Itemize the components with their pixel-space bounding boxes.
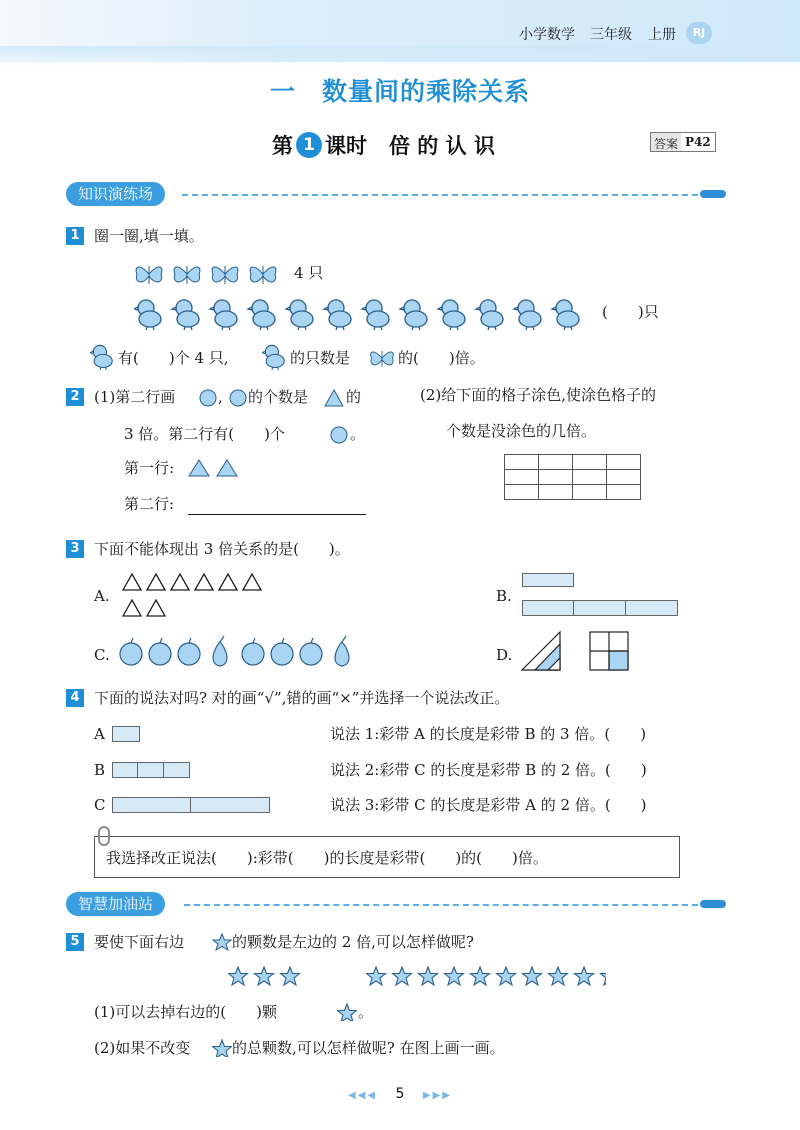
chick-count-blank[interactable]: ( )只 <box>602 303 659 321</box>
grid-cell[interactable] <box>505 455 539 470</box>
q3-option-c-label[interactable]: C. <box>94 646 110 664</box>
q5-sub1-b: 。 <box>358 1003 374 1021</box>
q3-option-b-label[interactable]: B. <box>496 587 512 605</box>
grid-cell[interactable] <box>539 455 573 470</box>
q1-prompt: 圈一圈,填一填。 <box>94 227 204 245</box>
lesson-prefix: 第 <box>272 134 293 158</box>
q5-prompt-a: 要使下面右边 <box>94 933 185 951</box>
chick-small-icon-2 <box>262 342 290 374</box>
star-icon <box>212 933 232 951</box>
q3-number: 3 <box>66 540 84 558</box>
triangle-icon <box>324 389 344 407</box>
grid-cell[interactable] <box>573 485 607 500</box>
edition-badge: RJ <box>686 22 712 44</box>
circle-icon <box>229 389 247 407</box>
ribbon-a <box>112 726 140 742</box>
coloring-grid[interactable] <box>504 454 641 500</box>
circle-icon <box>199 389 217 407</box>
paperclip-icon <box>98 826 110 846</box>
q3-option-d-label[interactable]: D. <box>496 646 513 664</box>
q3-option-a-label[interactable]: A. <box>94 587 110 605</box>
q5-prompt-b: 的颗数是左边的 2 倍,可以怎样做呢? <box>232 933 474 951</box>
chick-row <box>134 296 594 330</box>
q2-part1-period: 。 <box>350 425 366 443</box>
q5-sub1-a[interactable]: (1)可以去掉右边的( )颗 <box>94 1003 277 1021</box>
chick-small-icon-1 <box>90 342 118 374</box>
butterfly-small-icon <box>367 344 397 376</box>
star-icon <box>212 1039 232 1057</box>
q3-option-c-fruits <box>118 634 358 668</box>
page-number: 5 <box>395 1086 405 1102</box>
pencil-icon <box>700 190 726 198</box>
q2-part1-text-c: 的个数是 <box>248 388 309 406</box>
q4-prompt: 下面的说法对吗? 对的画“√”,错的画“×”并选择一个说法改正。 <box>94 689 510 707</box>
section-divider <box>182 194 698 196</box>
header-subject: 小学数学 <box>519 27 575 43</box>
claim-3[interactable]: 说法 3:彩带 C 的长度是彩带 A 的 2 倍。( ) <box>330 796 647 814</box>
circle-icon <box>330 426 348 444</box>
q2-number: 2 <box>66 388 84 406</box>
q4-number: 4 <box>66 689 84 707</box>
next-arrows-icon: ▶▶▶ <box>422 1090 452 1101</box>
chick-icons <box>134 296 594 330</box>
q2-part2-line1: (2)给下面的格子涂色,使涂色格子的 <box>420 386 657 404</box>
prev-arrows-icon: ◀◀◀ <box>348 1090 378 1101</box>
q3-option-b-long-bar <box>522 600 678 616</box>
section-practice: 知识演练场 <box>66 182 165 206</box>
grid-cell[interactable] <box>539 485 573 500</box>
grid-cell[interactable] <box>505 485 539 500</box>
claim-1[interactable]: 说法 1:彩带 A 的长度是彩带 B 的 3 倍。( ) <box>330 725 647 743</box>
q1-fill-part2: 的只数是 <box>290 349 351 367</box>
q3-prompt: 下面不能体现出 3 倍关系的是( )。 <box>94 540 350 558</box>
butterfly-icons <box>134 258 284 290</box>
ribbon-b <box>112 762 190 778</box>
section-divider <box>184 904 698 906</box>
answer-page: P42 <box>685 135 711 149</box>
ribbon-c-label: C <box>94 796 106 814</box>
q2-part1-text-d: 的 <box>346 388 362 406</box>
q5-number: 5 <box>66 933 84 951</box>
answer-reference <box>650 132 716 152</box>
q3-option-b-short-bar <box>522 573 574 587</box>
header-grade: 三年级 <box>590 27 632 43</box>
grid-cell[interactable] <box>573 455 607 470</box>
grid-cell[interactable] <box>607 485 641 500</box>
pencil-icon <box>700 900 726 908</box>
header-fade <box>0 46 800 66</box>
lesson-title <box>272 130 495 160</box>
ribbon-a-label: A <box>94 725 105 743</box>
lesson-suffix: 课时 <box>325 134 367 158</box>
q2-part1-comma: , <box>218 388 223 406</box>
q2-row1-label: 第一行: <box>124 459 175 477</box>
triangle-row <box>188 458 244 478</box>
grid-cell[interactable] <box>573 470 607 485</box>
page-footer <box>0 1086 800 1102</box>
butterfly-count: 4 只 <box>294 264 324 282</box>
right-stars <box>366 966 606 988</box>
q5-sub2-a: (2)如果不改变 <box>94 1039 191 1057</box>
section-boost: 智慧加油站 <box>66 892 165 916</box>
q2-part1-line2: 3 倍。第二行有( )个 <box>124 425 286 443</box>
ribbon-b-label: B <box>94 761 106 779</box>
q2-row2-answer-line[interactable] <box>188 514 366 515</box>
q1-fill-part3: 的( )倍。 <box>398 349 485 367</box>
q3-option-a-triangles <box>122 572 272 620</box>
left-stars <box>228 966 308 988</box>
header-volume: 上册 <box>648 27 676 43</box>
claim-2[interactable]: 说法 2:彩带 C 的长度是彩带 B 的 2 倍。( ) <box>330 761 647 779</box>
q2-part1-text-a: (1)第二行画 <box>94 388 176 406</box>
grid-cell[interactable] <box>607 470 641 485</box>
star-icon <box>337 1003 357 1021</box>
unit-title: 一 数量间的乘除关系 <box>269 77 530 106</box>
correction-text[interactable]: 我选择改正说法( ):彩带( )的长度是彩带( )的( )倍。 <box>106 849 548 867</box>
q3-option-d-shapes <box>520 630 632 672</box>
q2-part2-line2: 个数是没涂色的几倍。 <box>446 422 597 440</box>
grid-cell[interactable] <box>539 470 573 485</box>
q1-fill-part1: 有( )个 4 只, <box>118 349 229 367</box>
lesson-number: 1 <box>296 132 322 158</box>
grid-cell[interactable] <box>607 455 641 470</box>
q5-sub2-b: 的总颗数,可以怎样做呢? 在图上画一画。 <box>232 1039 505 1057</box>
ribbon-c <box>112 797 270 813</box>
lesson-name: 倍 的 认 识 <box>389 134 495 158</box>
butterfly-row <box>134 258 284 290</box>
grid-cell[interactable] <box>505 470 539 485</box>
answer-label: 答案 <box>651 133 681 151</box>
q2-row2-label: 第二行: <box>124 495 175 513</box>
q1-number: 1 <box>66 227 84 245</box>
